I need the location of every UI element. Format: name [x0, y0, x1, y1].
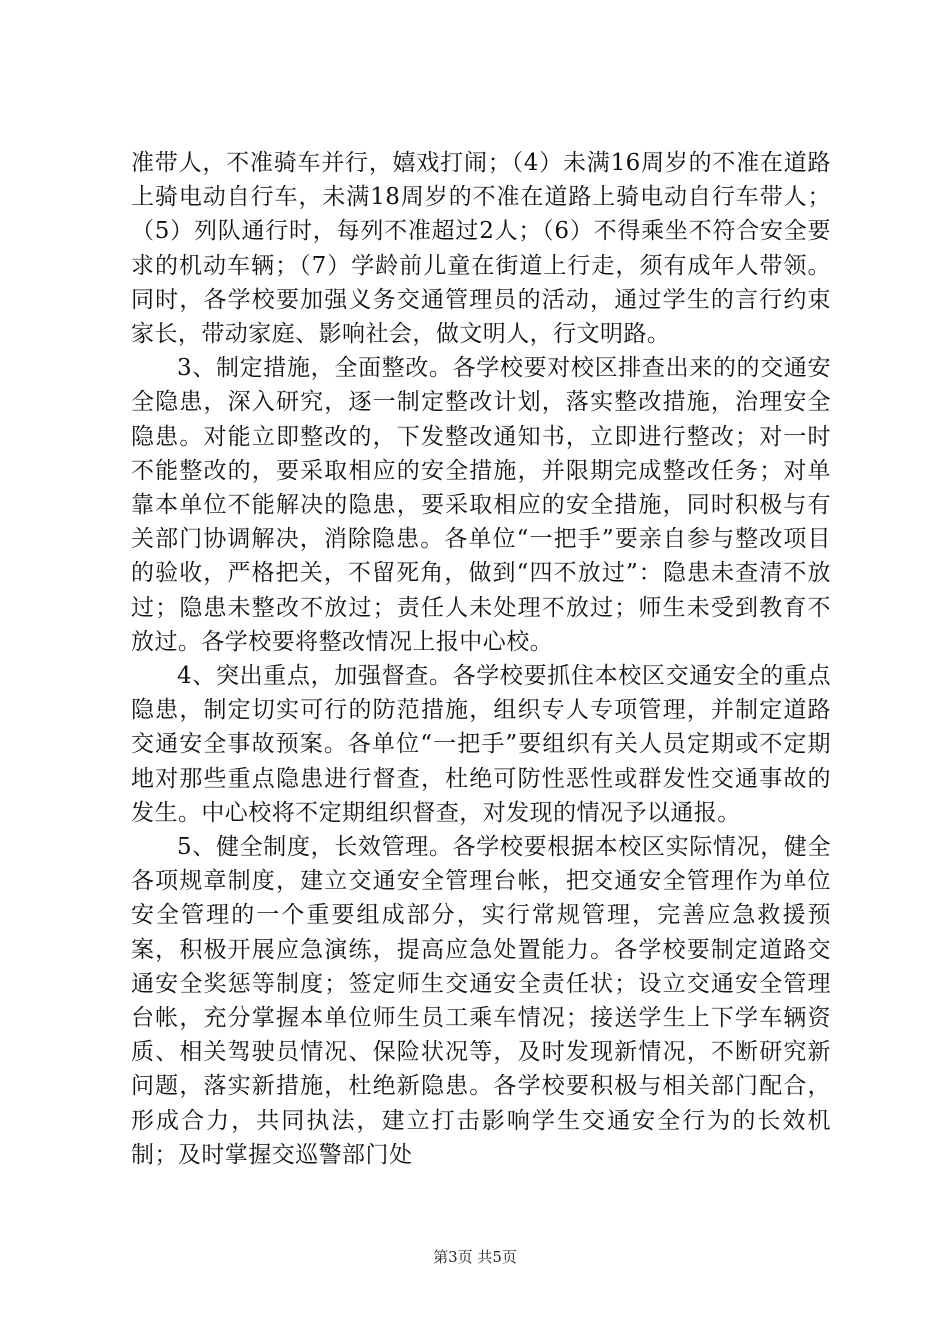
- paragraph-rectification-measures: 3、制定措施，全面整改。各学校要对校区排查出来的的交通安全隐患，深入研究，逐一制定整改计划，落实整改措施，治理安全隐患。对能立即整改的，下发整改通知书，立即进行整改；对一时不能整改的，要采取相应的安全措施，并限期完成整改任务；对单靠本单位不能解决的隐患，要采取相应的安全措施，同时积极与有关部门协调解决，消除隐患。各单位“一把手”要亲自参与整改项目的验收，严格把关，不留死角，做到“四不放过”：隐患未查清不放过；隐患未整改不放过；责任人未处理不放过；师生未受到教育不放过。各学校要将整改情况上报中心校。: [131, 355, 831, 655]
- page-number-footer: 第3页 共5页: [433, 1248, 517, 1266]
- paragraph-system-management: 5、健全制度，长效管理。各学校要根据本校区实际情况，健全各项规章制度，建立交通安全管理台帐，把交通安全管理作为单位安全管理的一个重要组成部分，实行常规管理，完善应急救援预案，积极开展应急演练，提高应急处置能力。各学校要制定道路交通安全奖惩等制度；签定师生交通安全责任状；设立交通安全管理台帐，充分掌握本单位师生员工乘车情况；接送学生上下学车辆资质、相关驾驶员情况、保险状况等，及时发现新情况，不断研究新问题，落实新措施，杜绝新隐患。各学校要积极与相关部门配合，形成合力，共同执法，建立打击影响学生交通安全行为的长效机制；及时掌握交巡警部门处: [131, 834, 831, 1168]
- document-body: [131, 146, 831, 1172]
- paragraph-traffic-rules-continued: 准带人，不准骑车并行，嬉戏打闹；（4）未满16周岁的不准在道路上骑电动自行车，未满18周岁的不准在道路上骑电动自行车带人；（5）列队通行时，每列不准超过2人；（6）不得乘坐不符合安全要求的机动车辆；（7）学龄前儿童在街道上行走，须有成年人带领。同时，各学校要加强义务交通管理员的活动，通过学生的言行约束家长，带动家庭、影响社会，做文明人，行文明路。: [131, 150, 831, 348]
- paragraph-key-supervision: 4、突出重点，加强督查。各学校要抓住本校区交通安全的重点隐患，制定切实可行的防范措施，组织专人专项管理，并制定道路交通安全事故预案。各单位“一把手”要组织有关人员定期或不定期地对那些重点隐患进行督查，杜绝可防性恶性或群发性交通事故的发生。中心校将不定期组织督查，对发现的情况予以通报。: [131, 663, 831, 826]
